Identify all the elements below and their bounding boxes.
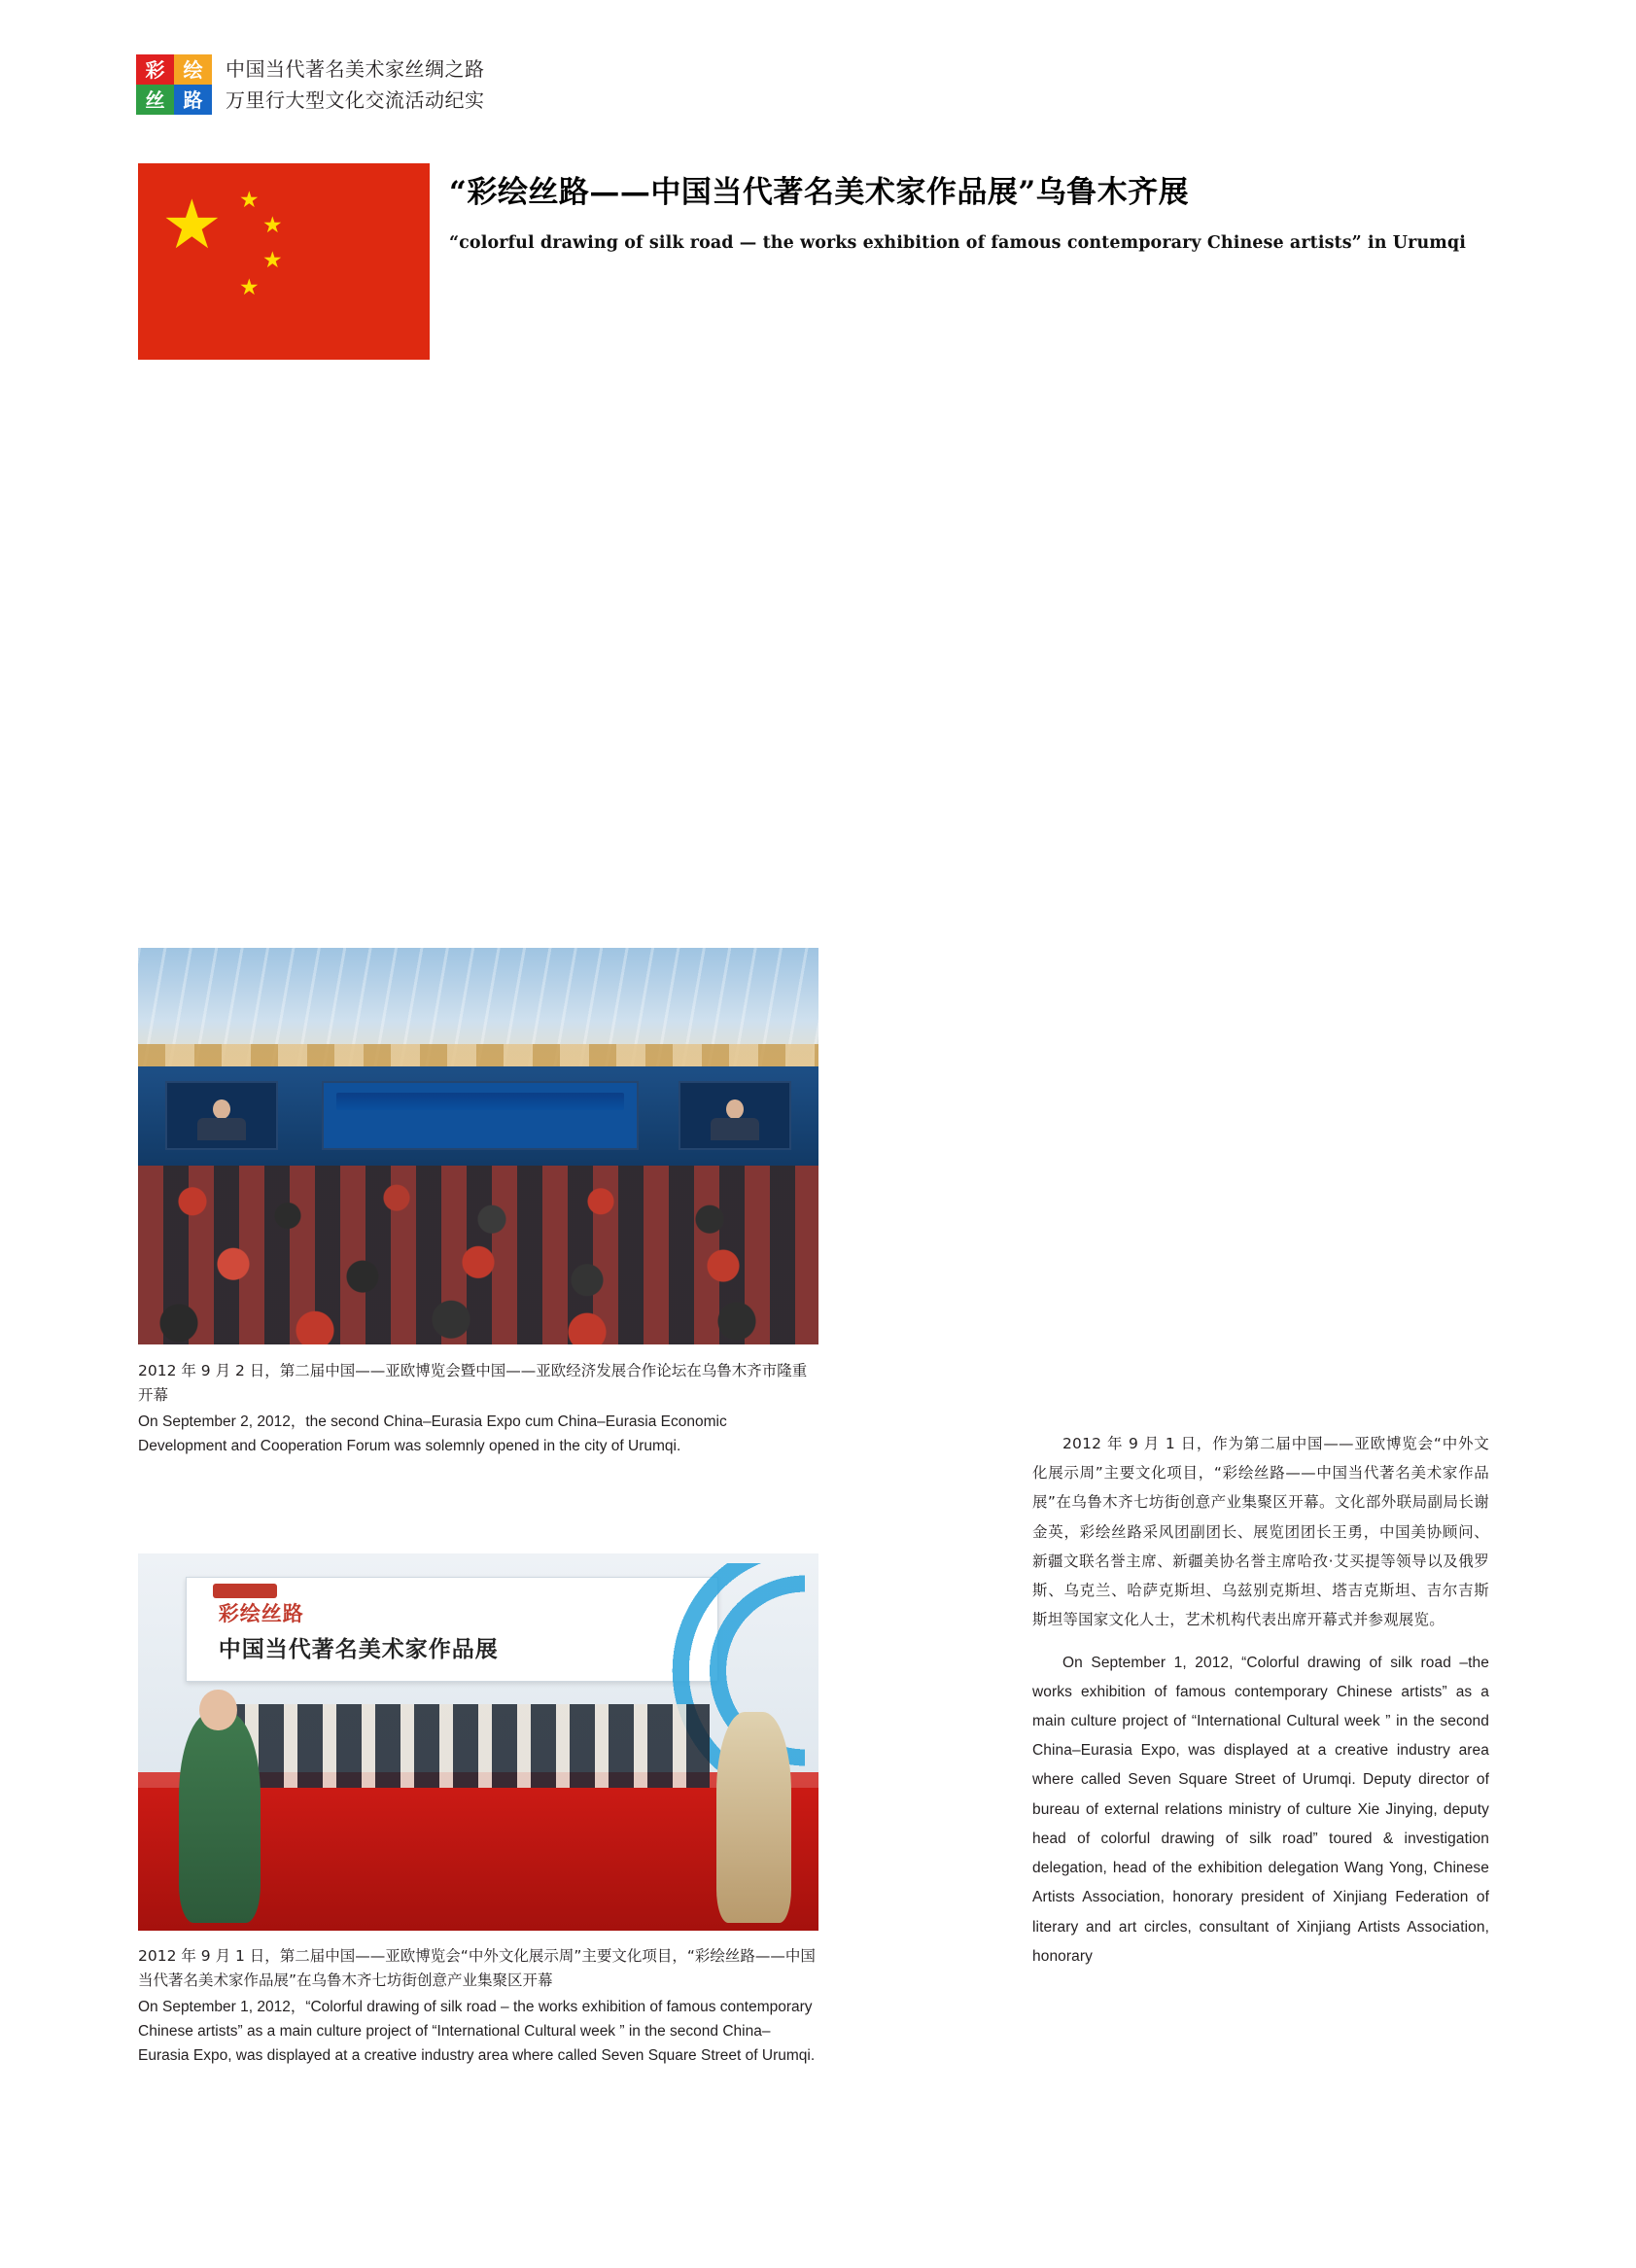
masthead-line-2: 万里行大型文化交流活动纪实 [226,88,485,112]
photo-exhibition-ceremony [138,1553,818,1931]
stage-screen-center [322,1081,639,1150]
ceremony-banner-title: 彩绘丝路 [218,1602,304,1626]
masthead-text [226,53,485,116]
ceremony-dancer-right [716,1712,791,1923]
photo-expo-opening [138,948,818,1344]
flag-star-small-4: ★ [239,274,260,299]
caption-ceremony-english: On September 1, 2012，“Colorful drawing of silk road – the works exhibition of famous contemporary Chinese artists” as a main culture project of “International Cultural week ” in the second China–Eurasia Expo, was displayed at a creative industry area where called Seven Square Street of Urumqi. [138,1999,816,2065]
flag-star-small-2: ★ [262,212,283,237]
speaker-head-left [213,1099,230,1119]
audience-crowd [138,1166,818,1344]
flag-star-large: ★ [161,187,223,262]
speaker-body-right [711,1118,758,1140]
ceremony-guest-row [220,1704,710,1787]
ceremony-dancer-left-head [199,1690,237,1731]
hall-ceiling [138,948,818,1070]
caption-ceremony [138,1944,818,2069]
logo-char-3: 丝 [136,85,174,115]
hall-audience-area [138,1166,818,1344]
caption-expo-chinese: 2012 年 9 月 2 日，第二届中国——亚欧博览会暨中国——亚欧经济发展合作论坛在乌鲁木齐市隆重开幕 [138,1362,808,1405]
logo-char-2: 绘 [174,54,212,85]
masthead [136,53,485,116]
masthead-line-1: 中国当代著名美术家丝绸之路 [226,57,485,81]
publication-logo [136,54,212,115]
body-paragraph-english: On September 1, 2012, “Colorful drawing of silk road –the works exhibition of famous contemporary Chinese artists” as a main culture project of “International Cultural week ” in the second China–Eurasia Expo, was displayed at a creative industry area where called Seven Square Street of Urumqi. Deputy director of bureau of external relations ministry of culture Xie Jinying, deputy head of colorful drawing of silk road” toured & investigation delegation, head of the exhibition delegation Wang Yong, Chinese Artists Association, honorary president of Xinjiang Federation of literary and art circles, consultant of Xinjiang Artists Association, honorary [1032,1654,1489,1965]
expo-logo-icon [213,1584,277,1598]
hall-stage [138,1066,818,1166]
flag-star-small-1: ★ [239,187,260,212]
flag-star-small-3: ★ [262,247,283,272]
ceremony-dancer-left [179,1712,261,1923]
body-paragraph-chinese: 2012 年 9 月 1 日，作为第二届中国——亚欧博览会“中外文化展示周”主要文化项目，“彩绘丝路——中国当代著名美术家作品展”在乌鲁木齐七坊街创意产业集聚区开幕。文化部外联局副局长谢金英，彩绘丝路采风团副团长、展览团团长王勇，中国美协顾问、新疆文联名誉主席、新疆美协名誉主席哈孜·艾买提等领导以及俄罗斯、乌克兰、哈萨克斯坦、乌兹别克斯坦、塔吉克斯坦、吉尔吉斯斯坦等国家文化人士，艺术机构代表出席开幕式并参观展览。 [1032,1435,1489,1629]
page-title-chinese: “彩绘丝路——中国当代著名美术家作品展”乌鲁木齐展 [449,175,1190,210]
caption-expo-english: On September 2, 2012，the second China–Eurasia Expo cum China–Eurasia Economic Development and Cooperation Forum was solemnly opened in the city of Urumqi. [138,1413,727,1455]
stage-screen-left [165,1081,278,1150]
flag-of-china [138,163,430,360]
speaker-head-right [726,1099,744,1119]
caption-expo [138,1359,818,1458]
logo-char-4: 路 [174,85,212,115]
ceremony-banner-subtitle: 中国当代著名美术家作品展 [218,1637,499,1663]
stage-screen-right [679,1081,791,1150]
speaker-body-left [197,1118,245,1140]
logo-char-1: 彩 [136,54,174,85]
page-title-english: “colorful drawing of silk road — the works exhibition of famous contemporary Chinese artists” in Urumqi [449,233,1466,253]
stage-banner [336,1093,624,1110]
body-text-column [1032,1429,1489,1985]
caption-ceremony-chinese: 2012 年 9 月 1 日，第二届中国——亚欧博览会“中外文化展示周”主要文化项目，“彩绘丝路——中国当代著名美术家作品展”在乌鲁木齐七坊街创意产业集聚区开幕 [138,1947,816,1990]
